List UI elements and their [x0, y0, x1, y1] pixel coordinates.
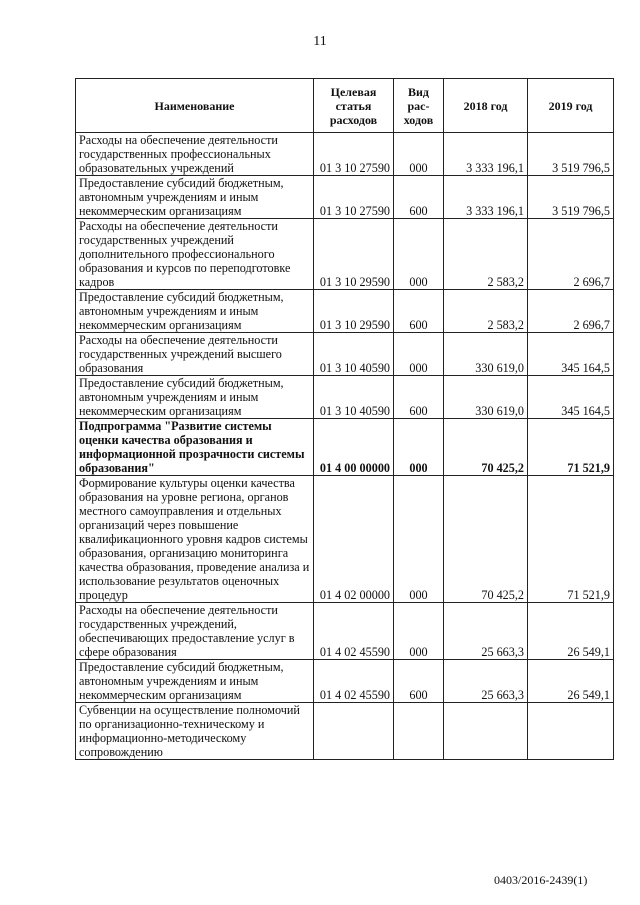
- table-row: [76, 603, 614, 660]
- row-expense-type: 000: [394, 419, 444, 476]
- row-value-2019: 3 519 796,5: [528, 133, 614, 176]
- row-name: Предоставление субсидий бюджетным, автономным учреждениям и иным некоммерческим организациям: [76, 176, 314, 219]
- table-row: [76, 290, 614, 333]
- header-2018: 2018 год: [444, 79, 528, 133]
- row-value-2018: [444, 703, 528, 760]
- row-expense-type: 600: [394, 376, 444, 419]
- row-name: Предоставление субсидий бюджетным, автономным учреждениям и иным некоммерческим организациям: [76, 376, 314, 419]
- row-value-2019: 345 164,5: [528, 376, 614, 419]
- header-vid: Вид рас-ходов: [394, 79, 444, 133]
- budget-table: [75, 78, 614, 760]
- header-code: Целевая статья расходов: [314, 79, 394, 133]
- table-row: [76, 419, 614, 476]
- row-target-code: 01 3 10 27590: [314, 133, 394, 176]
- row-name: Предоставление субсидий бюджетным, автономным учреждениям и иным некоммерческим организациям: [76, 290, 314, 333]
- row-name: Предоставление субсидий бюджетным, автономным учреждениям и иным некоммерческим организациям: [76, 660, 314, 703]
- table-row: [76, 333, 614, 376]
- row-target-code: 01 3 10 29590: [314, 290, 394, 333]
- row-value-2018: 2 583,2: [444, 290, 528, 333]
- row-value-2019: 345 164,5: [528, 333, 614, 376]
- row-target-code: 01 3 10 40590: [314, 333, 394, 376]
- row-expense-type: [394, 703, 444, 760]
- row-value-2018: 2 583,2: [444, 219, 528, 290]
- row-name: Расходы на обеспечение деятельности государственных учреждений, обеспечивающих предоставление услуг в сфере образования: [76, 603, 314, 660]
- row-name: Расходы на обеспечение деятельности государственных учреждений дополнительного профессионального образования и курсов по переподготовке кадров: [76, 219, 314, 290]
- row-value-2018: 3 333 196,1: [444, 133, 528, 176]
- row-expense-type: 000: [394, 219, 444, 290]
- row-value-2019: 71 521,9: [528, 476, 614, 603]
- table-row: [76, 219, 614, 290]
- row-expense-type: 000: [394, 133, 444, 176]
- row-value-2018: 330 619,0: [444, 376, 528, 419]
- row-value-2019: 26 549,1: [528, 660, 614, 703]
- row-target-code: 01 4 02 45590: [314, 603, 394, 660]
- row-target-code: 01 4 02 00000: [314, 476, 394, 603]
- row-value-2019: 3 519 796,5: [528, 176, 614, 219]
- row-target-code: 01 4 00 00000: [314, 419, 394, 476]
- row-target-code: 01 3 10 40590: [314, 376, 394, 419]
- header-2019: 2019 год: [528, 79, 614, 133]
- table-row: [76, 133, 614, 176]
- row-value-2018: 25 663,3: [444, 660, 528, 703]
- row-value-2019: 2 696,7: [528, 219, 614, 290]
- row-value-2019: 26 549,1: [528, 603, 614, 660]
- row-name: Формирование культуры оценки качества образования на уровне региона, органов местного самоуправления и отдельных организаций через повышение квалификационного уровня кадров системы образования, организацию мониторинга качества образования, проведение анализа и использование результатов оценочных процедур: [76, 476, 314, 603]
- table-row: [76, 660, 614, 703]
- row-value-2018: 70 425,2: [444, 476, 528, 603]
- row-expense-type: 600: [394, 176, 444, 219]
- row-value-2018: 330 619,0: [444, 333, 528, 376]
- row-value-2019: 2 696,7: [528, 290, 614, 333]
- row-target-code: 01 3 10 27590: [314, 176, 394, 219]
- row-target-code: [314, 703, 394, 760]
- page-number: 11: [313, 34, 327, 49]
- row-target-code: 01 4 02 45590: [314, 660, 394, 703]
- table-row: [76, 476, 614, 603]
- header-name: Наименование: [76, 79, 314, 133]
- document-code: 0403/2016-2439(1): [494, 873, 588, 887]
- row-name: Расходы на обеспечение деятельности государственных учреждений высшего образования: [76, 333, 314, 376]
- row-expense-type: 600: [394, 660, 444, 703]
- table-header-row: [76, 79, 614, 133]
- row-value-2019: 71 521,9: [528, 419, 614, 476]
- table-body: [76, 133, 614, 760]
- row-value-2018: 25 663,3: [444, 603, 528, 660]
- row-name: Подпрограмма "Развитие системы оценки качества образования и информационной прозрачности системы образования": [76, 419, 314, 476]
- row-expense-type: 600: [394, 290, 444, 333]
- row-value-2018: 3 333 196,1: [444, 176, 528, 219]
- row-value-2019: [528, 703, 614, 760]
- row-value-2018: 70 425,2: [444, 419, 528, 476]
- row-expense-type: 000: [394, 333, 444, 376]
- table-row: [76, 176, 614, 219]
- table-row: [76, 703, 614, 760]
- row-name: Расходы на обеспечение деятельности государственных профессиональных образовательных учреждений: [76, 133, 314, 176]
- row-expense-type: 000: [394, 476, 444, 603]
- row-name: Субвенции на осуществление полномочий по организационно-техническому и информационно-методическому сопровождению: [76, 703, 314, 760]
- table-row: [76, 376, 614, 419]
- row-target-code: 01 3 10 29590: [314, 219, 394, 290]
- row-expense-type: 000: [394, 603, 444, 660]
